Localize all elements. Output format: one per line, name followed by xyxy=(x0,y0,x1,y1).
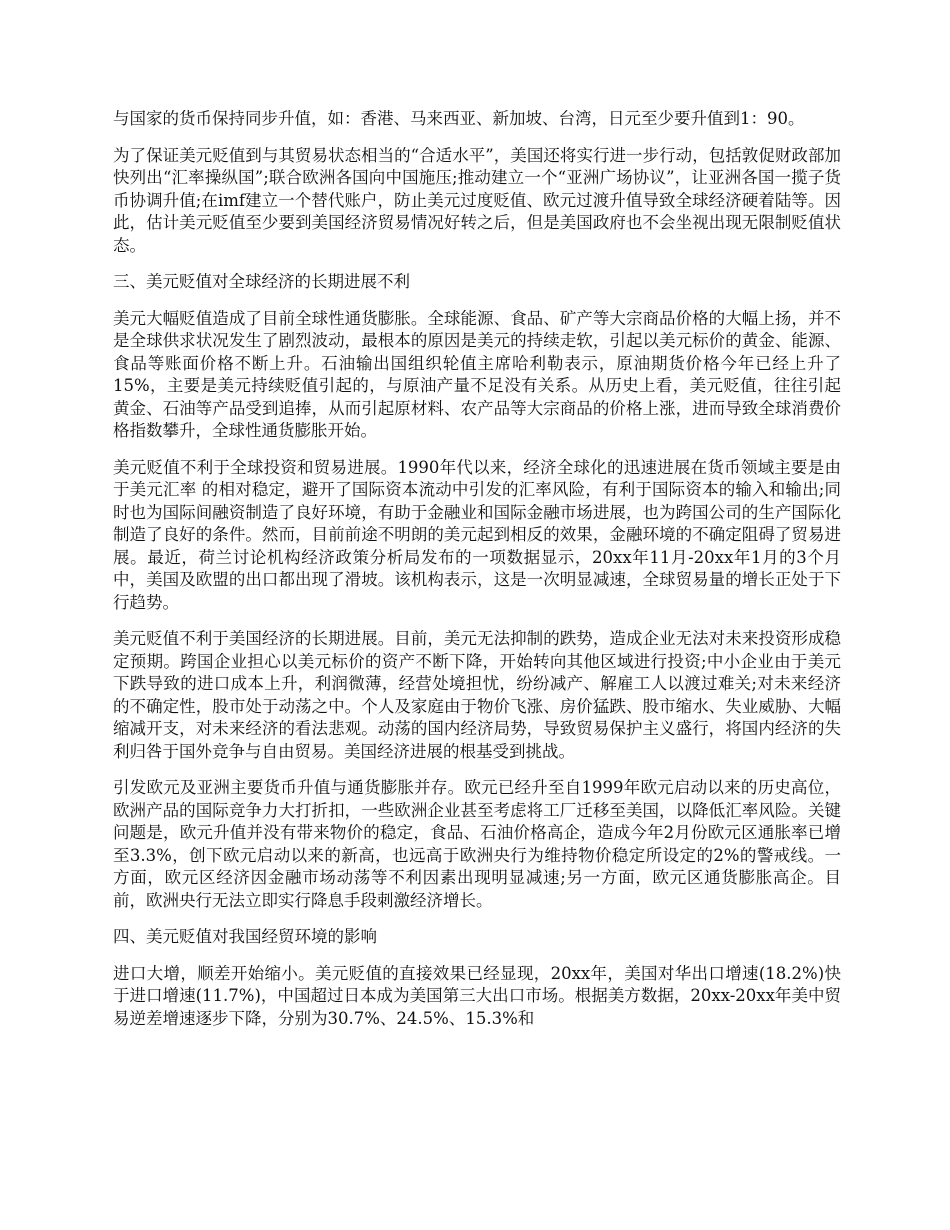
section-heading-4: 四、美元贬值对我国经贸环境的影响 xyxy=(113,927,377,946)
paragraph-us-economy: 美元贬值不利于美国经济的长期进展。目前，美元无法抑制的跌势，造成企业无法对未来投资形成稳定预期。跨国企业担心以美元标价的资产不断下降，开始转向其他区域进行投资;中小企业由于美元下跌导致的进口成本上升，利润微薄，经营处境担忧，纷纷减产、解雇工人以渡过难关;对未来经济的不确定性，股市处于动荡之中。个人及家庭由于物价飞涨、房价猛跌、股市缩水、失业威胁、大幅缩减开支，对未来经济的看法悲观。动荡的国内经济局势，导致贸易保护主义盛行，将国内经济的失利归咎于国外竞争与自由贸易。美国经济进展的根基受到挑战。 xyxy=(113,629,841,761)
paragraph-investment-trade: 美元贬值不利于全球投资和贸易进展。1990年代以来，经济全球化的迅速进展在货币领域主要是由于美元汇率 的相对稳定，避开了国际资本流动中引发的汇率风险，有利于国际资本的输入和输出;同时也为国际间融资制造了良好环境，有助于金融业和国际金融市场进展，也为跨国公司的生产国际化制造了良好的条件。然而，目前前途不明朗的美元起到相反的效果，金融环境的不确定阻碍了贸易进展。最近，荷兰讨论机构经济政策分析局发布的一项数据显示，20xx年11月-20xx年1月的3个月中，美国及欧盟的出口都出现了滑坡。该机构表示，这是一次明显减速，全球贸易量的增长正处于下行趋势。 xyxy=(113,457,841,612)
paragraph-currency-sync: 与国家的货币保持同步升值，如：香港、马来西亚、新加坡、台湾，日元至少要升值到1：90。 xyxy=(113,109,805,128)
section-heading-3: 三、美元贬值对全球经济的长期进展不利 xyxy=(113,272,410,291)
paragraph-euro-appreciation: 引发欧元及亚洲主要货币升值与通货膨胀并存。欧元已经升至自1999年欧元启动以来的历史高位，欧洲产品的国际竞争力大打折扣，一些欧洲企业甚至考虑将工厂迁移至美国，以降低汇率风险。关键问题是，欧元升值并没有带来物价的稳定，食品、石油价格高企，造成今年2月份欧元区通胀率已增至3.3%，创下欧元启动以来的新高，也远高于欧洲央行为维持物价稳定所设定的2%的警戒线。一方面，欧元区经济因金融市场动荡等不利因素出现明显减速;另一方面，欧元区通货膨胀高企。目前，欧洲央行无法立即实行降息手段刺激经济增长。 xyxy=(113,778,841,910)
paragraph-imports-surplus: 进口大增，顺差开始缩小。美元贬值的直接效果已经显现，20xx年，美国对华出口增速(18.2%)快于进口增速(11.7%)，中国超过日本成为美国第三大出口市场。根据美方数据，20xx-20xx年美中贸易逆差增速逐步下降，分别为30.7%、24.5%、15.3%和 xyxy=(113,963,841,1028)
paragraph-us-further-actions: 为了保证美元贬值到与其贸易状态相当的“合适水平”，美国还将实行进一步行动，包括敦促财政部加快列出“汇率操纵国”;联合欧洲各国向中国施压;推动建立一个“亚洲广场协议”，让亚洲各国一揽子货币协调升值;在imf建立一个替代账户，防止美元过度贬值、欧元过渡升值导致全球经济硬着陆等。因此，估计美元贬值至少要到美国经济贸易情况好转之后，但是美国政府也不会坐视出现无限制贬值状态。 xyxy=(113,145,841,255)
paragraph-global-inflation: 美元大幅贬值造成了目前全球性通货膨胀。全球能源、食品、矿产等大宗商品价格的大幅上扬，并不是全球供求状况发生了剧烈波动，最根本的原因是美元的持续走软，引起以美元标价的黄金、能源、食品等账面价格不断上升。石油输出国组织轮值主席哈利勒表示，原油期货价格今年已经上升了15%，主要是美元持续贬值引起的，与原油产量不足没有关系。从历史上看，美元贬值，往往引起黄金、石油等产品受到追捧，从而引起原材料、农产品等大宗商品的价格上涨，进而导致全球消费价格指数攀升，全球性通货膨胀开始。 xyxy=(113,308,841,440)
document-page xyxy=(113,108,841,1044)
